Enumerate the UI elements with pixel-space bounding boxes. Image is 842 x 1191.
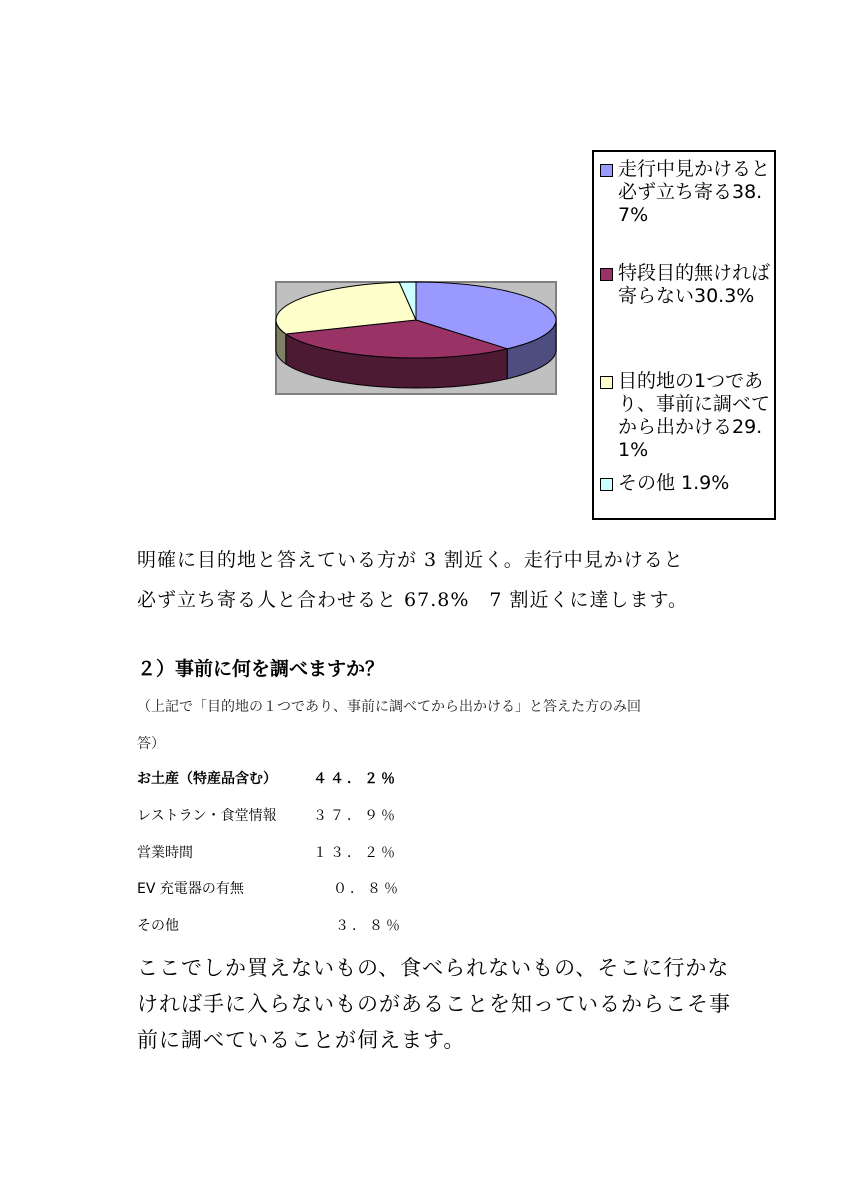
section-heading: ２）事前に何を調べますか？ (137, 658, 385, 680)
legend-entry (600, 158, 772, 227)
pie-chart (270, 276, 560, 398)
legend-label: その他 1.9% (618, 472, 730, 494)
chart-legend (592, 150, 776, 520)
survey-label: 営業時間 (137, 845, 193, 861)
paragraph-line: 必ず立ち寄る人と合わせると 67.8% 7 割近くに達します。 (137, 589, 689, 611)
survey-label: お土産（特産品含む） (137, 771, 277, 787)
section-note: 答） (137, 736, 165, 752)
summary-line: ここでしか買えないもの、食べられないもの、そこに行かな (137, 956, 730, 980)
legend-entry (600, 262, 772, 308)
paragraph-line: 明確に目的地と答えている方が 3 割近く。走行中見かけると (137, 549, 684, 571)
survey-value: ３７．９％ (313, 808, 398, 824)
legend-entry (600, 370, 772, 462)
survey-value: １３．２％ (313, 845, 398, 861)
legend-label: 特段目的無ければ寄らない30.3% (618, 262, 771, 307)
legend-swatch (600, 268, 613, 281)
legend-swatch (600, 376, 613, 389)
legend-label: 目的地の1つであり、事前に調べてから出かける29.1% (618, 370, 771, 461)
survey-value: ３．８％ (335, 918, 403, 934)
survey-value: ０．８％ (333, 881, 401, 897)
survey-value: ４４．２％ (313, 771, 398, 787)
survey-label: EV 充電器の有無 (137, 881, 244, 897)
legend-swatch (600, 164, 613, 177)
survey-label: その他 (137, 918, 179, 934)
legend-label: 走行中見かけると必ず立ち寄る38.7% (618, 158, 771, 226)
survey-label: レストラン・食堂情報 (137, 808, 277, 824)
summary-line: ければ手に入らないものがあることを知っているからこそ事 (137, 992, 731, 1016)
legend-entry (600, 472, 772, 495)
summary-line: 前に調べていることが伺えます。 (137, 1028, 466, 1052)
legend-swatch (600, 478, 613, 491)
section-note: （上記で「目的地の１つであり、事前に調べてから出かける」と答えた方のみ回 (137, 699, 641, 715)
